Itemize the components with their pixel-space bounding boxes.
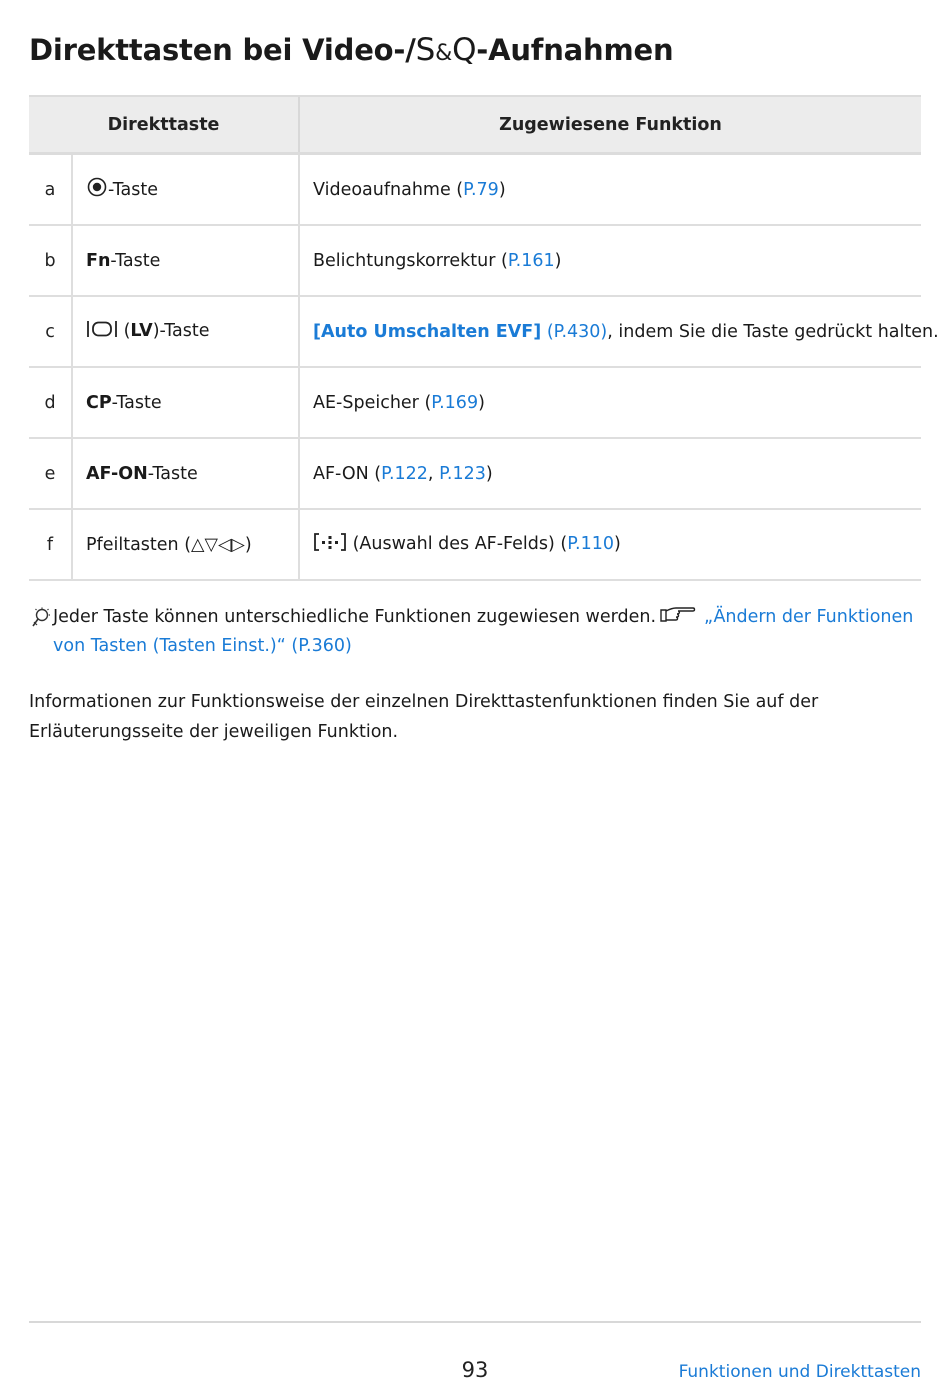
key-cell [72, 367, 299, 438]
title-suffix: -Aufnahmen [476, 33, 674, 67]
direct-keys-table [29, 95, 939, 581]
key-cell: Pfeiltasten (△▽◁▷) [72, 509, 299, 580]
arrow-keys-icon: △▽◁▷ [191, 534, 245, 555]
key-name: Fn [86, 250, 111, 271]
table-row [29, 225, 921, 296]
cross-reference-link-cont[interactable]: von Tasten (Tasten Einst.)“ (P.360) [53, 636, 352, 656]
key-name: AF-ON [86, 463, 148, 484]
key-label: -Taste [110, 250, 161, 271]
table-row [29, 154, 921, 226]
function-cell: Belichtungskorrektur (P.161) [299, 225, 921, 296]
table-row [29, 296, 921, 367]
row-letter: d [29, 367, 72, 438]
row-letter: c [29, 296, 72, 367]
page-ref-link[interactable]: P.169 [431, 392, 479, 413]
af-area-icon [313, 532, 347, 557]
page-ref-link[interactable]: P.122 [381, 463, 428, 484]
page-ref-link[interactable]: P.123 [439, 463, 486, 484]
key-cell: (LV)-Taste [72, 296, 299, 367]
function-cell: (Auswahl des AF-Felds) (P.110) [299, 509, 921, 580]
key-cell [72, 225, 299, 296]
key-cell [72, 154, 299, 226]
key-label: Pfeiltasten ( [86, 534, 192, 555]
note-line-1 [53, 603, 913, 634]
section-link[interactable]: Funktionen und Direkttasten [678, 1362, 921, 1382]
tip-icon [29, 607, 51, 639]
key-label: )-Taste [152, 321, 210, 341]
row-letter: b [29, 225, 72, 296]
row-letter: a [29, 154, 72, 226]
lv-button-icon [86, 319, 118, 344]
function-cell: Videoaufnahme (P.79) [299, 154, 921, 226]
setting-link[interactable]: [Auto Umschalten EVF] [313, 321, 542, 342]
table-row [29, 509, 921, 580]
key-label: -Taste [108, 180, 158, 200]
page-ref-link[interactable]: P.110 [567, 534, 615, 554]
table-header-row [29, 96, 921, 154]
sq-mode-symbol: S&Q [415, 32, 477, 68]
function-cell: [Auto Umschalten EVF] (P.430), indem Sie die Taste gedrückt halten. [299, 296, 921, 367]
info-paragraph: Informationen zur Funktionsweise der einzelnen Direkttastenfunktionen finden Sie auf der Erläuterungsseite der jeweiligen Funktion. [29, 692, 819, 742]
page-ref-link[interactable]: P.161 [507, 250, 555, 271]
key-label: -Taste [111, 392, 162, 413]
pointing-hand-icon [660, 605, 696, 634]
title-prefix: Direkttasten bei Video-/ [29, 33, 416, 67]
record-button-icon [86, 176, 108, 203]
function-cell: AE-Speicher (P.169) [299, 367, 921, 438]
page-ref-link[interactable]: (P.430) [546, 321, 608, 342]
footer-divider [29, 1321, 921, 1323]
key-cell [72, 438, 299, 509]
key-name: LV [130, 321, 153, 341]
page-title [29, 32, 673, 68]
header-key: Direkttaste [29, 96, 299, 154]
key-label: -Taste [147, 463, 198, 484]
key-name: CP [86, 392, 112, 413]
page-ref-link[interactable]: P.79 [463, 179, 499, 200]
header-function: Zugewiesene Funktion [299, 96, 921, 154]
page-number: 93 [461, 1358, 489, 1382]
cross-reference-link[interactable]: „Ändern der Funktionen [704, 607, 914, 627]
row-letter: f [29, 509, 72, 580]
row-letter: e [29, 438, 72, 509]
note-line-2 [53, 632, 352, 661]
table-row [29, 438, 921, 509]
note-text: Jeder Taste können unterschiedliche Funktionen zugewiesen werden. [53, 607, 657, 627]
table-row [29, 367, 921, 438]
function-cell: AF-ON (P.122, P.123) [299, 438, 921, 509]
